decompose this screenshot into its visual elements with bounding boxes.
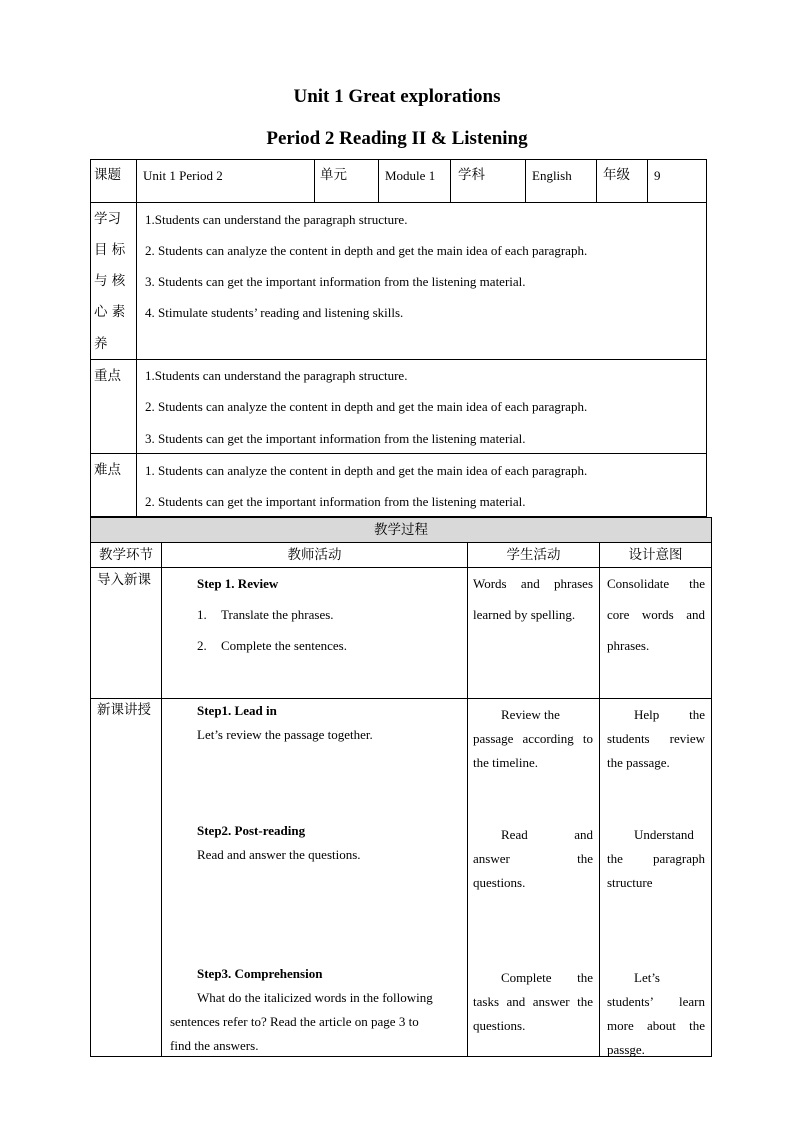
unit-value: Module 1 bbox=[385, 168, 436, 183]
step1-title: Step1. Lead in bbox=[197, 703, 277, 718]
intro-step-title: Step 1. Review bbox=[197, 576, 279, 591]
difficult-point-item: 2. Students can get the important information from the listening material. bbox=[145, 494, 526, 509]
step3-text-line: What do the italicized words in the following bbox=[197, 990, 433, 1005]
step2-student-activity: Read and answer the questions. bbox=[473, 827, 593, 890]
objective-item: 4. Stimulate students’ reading and listening skills. bbox=[145, 305, 404, 320]
new-lesson-stage: 新课讲授 bbox=[97, 702, 151, 718]
process-title: 教学过程 bbox=[374, 522, 428, 538]
intro-item: Complete the sentences. bbox=[221, 638, 347, 653]
objective-item: 3. Students can get the important information from the listening material. bbox=[145, 274, 526, 289]
step2-design-intent: Understand the paragraph structure bbox=[607, 827, 705, 890]
step1-design-intent: Help the students review the passage. bbox=[607, 707, 705, 770]
step3-design-intent: Let’s students’ learn more about the passge. bbox=[607, 970, 705, 1057]
objective-item: 2. Students can analyze the content in depth and get the main idea of each paragraph. bbox=[145, 243, 588, 258]
intro-item-number: 2. bbox=[197, 638, 207, 653]
topic-label: 课题 bbox=[94, 167, 121, 183]
grade-label: 年级 bbox=[603, 167, 630, 183]
document-subtitle: Period 2 Reading II & Listening bbox=[266, 128, 528, 149]
col-teacher-header: 教师活动 bbox=[287, 547, 342, 563]
col-student-header: 学生活动 bbox=[506, 547, 561, 563]
step1-student-activity: Review the passage according to the timeline. bbox=[473, 707, 593, 770]
intro-student-activity: Words and phrases learned by spelling. bbox=[473, 576, 593, 622]
difficult-point-item: 1. Students can analyze the content in depth and get the main idea of each paragraph. bbox=[145, 463, 588, 478]
key-points-label: 重点 bbox=[94, 368, 121, 384]
key-point-item: 2. Students can analyze the content in depth and get the main idea of each paragraph. bbox=[145, 399, 588, 414]
step3-student-activity: Complete the tasks and answer the questions. bbox=[473, 970, 593, 1033]
step3-title: Step3. Comprehension bbox=[197, 966, 323, 981]
key-point-item: 3. Students can get the important information from the listening material. bbox=[145, 431, 526, 446]
grade-value: 9 bbox=[654, 168, 661, 183]
intro-item: Translate the phrases. bbox=[221, 607, 334, 622]
intro-item-number: 1. bbox=[197, 607, 207, 622]
step2-text: Read and answer the questions. bbox=[197, 847, 361, 862]
step3-text-line: sentences refer to? Read the article on page 3 to bbox=[170, 1014, 419, 1029]
col-design-header: 设计意图 bbox=[628, 547, 683, 563]
unit-label: 单元 bbox=[320, 167, 347, 183]
step1-text: Let’s review the passage together. bbox=[197, 727, 373, 742]
subject-label: 学科 bbox=[458, 167, 485, 183]
objective-item: 1.Students can understand the paragraph structure. bbox=[145, 212, 408, 227]
step2-title: Step2. Post-reading bbox=[197, 823, 306, 838]
topic-value: Unit 1 Period 2 bbox=[143, 168, 223, 183]
col-stage-header: 教学环节 bbox=[99, 547, 153, 563]
key-point-item: 1.Students can understand the paragraph structure. bbox=[145, 368, 408, 383]
document-title: Unit 1 Great explorations bbox=[293, 86, 501, 107]
step3-text-line: find the answers. bbox=[170, 1038, 259, 1053]
subject-value: English bbox=[532, 168, 572, 183]
difficult-points-label: 难点 bbox=[94, 462, 121, 478]
intro-stage: 导入新课 bbox=[97, 572, 151, 588]
intro-design-intent: Consolidate the core words and phrases. bbox=[607, 576, 705, 653]
